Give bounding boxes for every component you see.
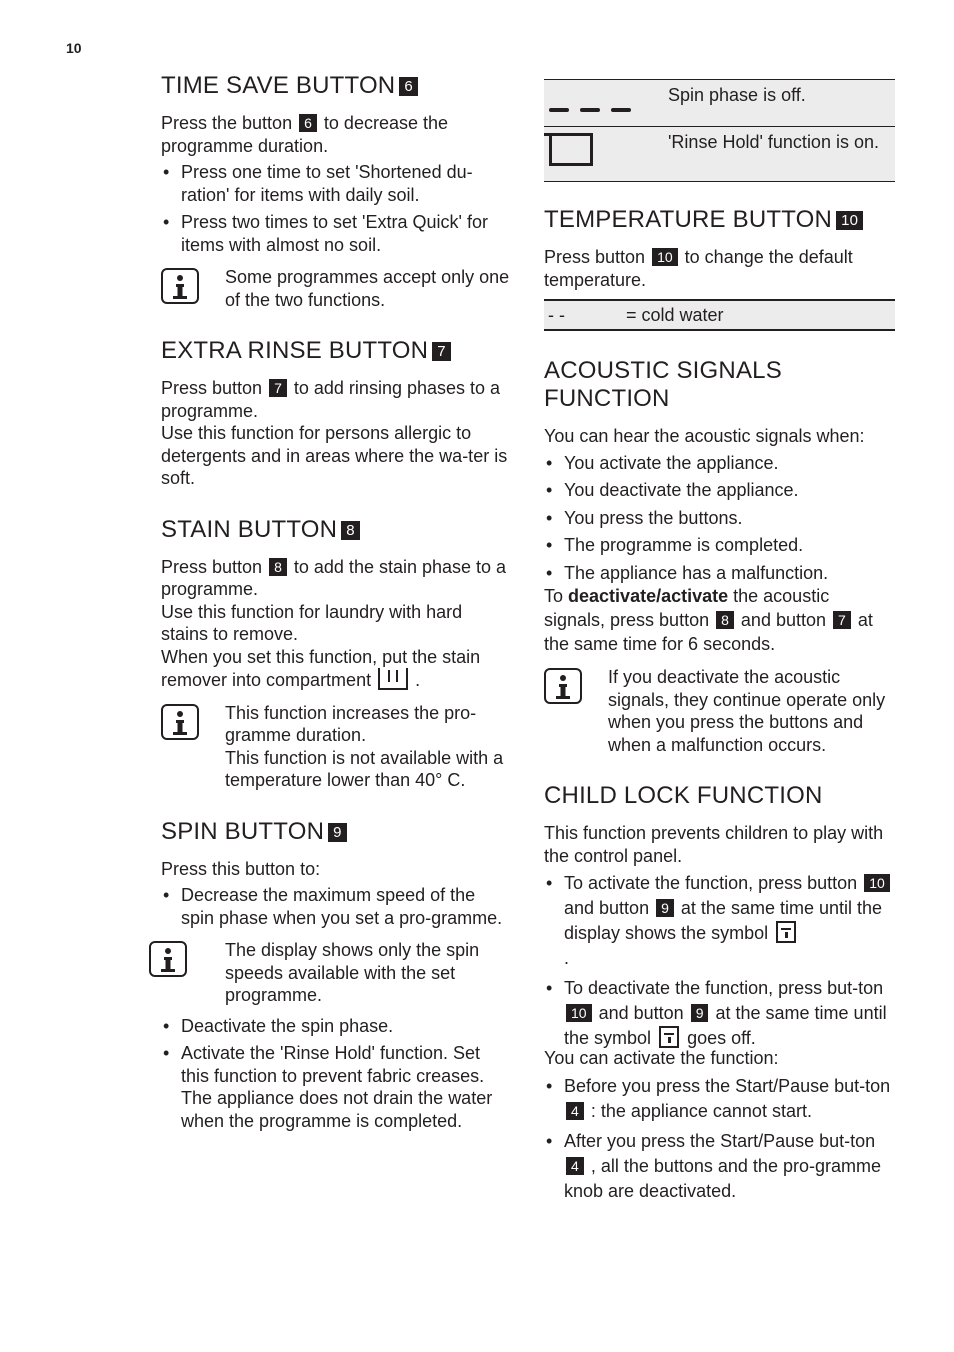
button-number-badge: 10 — [836, 211, 863, 230]
spin-section — [161, 818, 513, 1133]
time-save-section — [161, 72, 513, 311]
button-number-badge: 9 — [328, 823, 347, 842]
info-icon — [544, 668, 582, 704]
list-item: • Deactivate the spin phase. — [161, 1015, 513, 1038]
note-text: The display shows only the spin speeds available with the set programme. — [225, 940, 480, 1005]
list-item: • Press two times to set 'Extra Quick' for items with almost no soil. — [161, 211, 513, 256]
list-item: • The programme is completed. — [544, 534, 895, 557]
spin-symbol-table — [544, 79, 895, 182]
temperature-paragraph: Press button 10 to change the default temperature. — [544, 247, 853, 290]
child-lock-title: CHILD LOCK FUNCTION — [544, 782, 823, 809]
note-text: This function is not available with a temperature lower than 40° C. — [225, 747, 504, 790]
info-icon — [149, 941, 187, 977]
info-icon — [161, 268, 199, 304]
button-number-badge: 10 — [864, 874, 890, 892]
rinse-hold-symbol — [544, 127, 668, 181]
note-text: This function increases the pro-gramme duration. — [225, 702, 477, 745]
button-number-badge: 7 — [833, 611, 851, 629]
list-item: • You activate the appliance. — [544, 452, 895, 475]
button-number-badge: 9 — [656, 899, 674, 917]
button-number-badge: 6 — [399, 77, 418, 96]
list-item: • After you press the Start/Pause but-ton 4 , all the buttons and the pro-gramme knob are deactivated. — [544, 1129, 895, 1204]
info-note — [544, 666, 895, 756]
spin-intro: Press this button to: — [161, 858, 321, 879]
button-number-badge: 6 — [299, 114, 317, 132]
button-number-badge: 4 — [566, 1157, 584, 1175]
button-number-badge: 7 — [432, 342, 451, 361]
list-item: • You press the buttons. — [544, 507, 895, 530]
button-number-badge: 9 — [691, 1004, 709, 1022]
child-lock-section — [544, 782, 895, 1204]
child-lock-can-activate: You can activate the function: — [544, 1048, 779, 1068]
spin-off-symbol — [544, 80, 668, 126]
table-row — [544, 126, 895, 181]
button-number-badge: 4 — [566, 1102, 584, 1120]
button-number-badge: 8 — [269, 558, 287, 576]
stain-paragraph-3: When you set this function, put the stain remover into compartment . — [161, 646, 481, 690]
time-save-list — [161, 161, 513, 256]
stain-paragraph: Press button 8 to add the stain phase to a programme. — [161, 556, 507, 599]
cold-water-symbol: - - — [548, 305, 565, 325]
note-text: If you deactivate the acoustic signals, they continue operate only when you press the buttons and when a malfunction occurs. — [608, 667, 886, 755]
button-number-badge: 10 — [566, 1004, 592, 1022]
info-note — [161, 266, 513, 311]
spin-list — [161, 884, 513, 929]
list-item: • You deactivate the appliance. — [544, 479, 895, 502]
info-note — [161, 702, 513, 792]
list-item: • The appliance has a malfunction. — [544, 562, 895, 585]
stain-compartment-icon — [378, 668, 408, 690]
stain-paragraph-2: Use this function for laundry with hard stains to remove. — [161, 601, 463, 644]
temperature-section — [544, 206, 895, 331]
acoustic-list — [544, 452, 895, 585]
list-item: • Decrease the maximum speed of the spin phase when you set a pro-gramme. — [161, 884, 513, 929]
button-number-badge: 8 — [716, 611, 734, 629]
note-text: Some programmes accept only one of the two functions. — [225, 267, 510, 310]
button-number-badge: 7 — [269, 379, 287, 397]
spin-title: SPIN BUTTON 9 — [161, 818, 513, 846]
info-icon — [161, 704, 199, 740]
right-column — [544, 79, 895, 1209]
time-save-paragraph: Press the button 6 to decrease the programme duration. — [161, 113, 449, 156]
acoustic-title: ACOUSTIC SIGNALS FUNCTION — [544, 357, 782, 412]
child-lock-list — [544, 871, 895, 1051]
list-item: • Press one time to set 'Shortened du-ration' for items with daily soil. — [161, 161, 513, 206]
list-item: • To deactivate the function, press but-ton 10 and button 9 at the same time until the symbol goes off. — [544, 976, 895, 1051]
cold-water-row — [544, 299, 895, 331]
list-item: • To activate the function, press button 10 and button 9 at the same time until the display shows the symbol . — [544, 871, 895, 971]
extra-rinse-paragraph-2: Use this function for persons allergic to detergents and in areas where the wa-ter is soft. — [161, 423, 508, 488]
child-lock-icon — [659, 1026, 679, 1048]
stain-section — [161, 516, 513, 792]
button-number-badge: 8 — [341, 521, 360, 540]
list-item: • Before you press the Start/Pause but-ton 4 : the appliance cannot start. — [544, 1074, 895, 1124]
child-lock-icon — [776, 921, 796, 943]
child-lock-intro: This function prevents children to play with the control panel. — [544, 823, 884, 866]
time-save-title: TIME SAVE BUTTON 6 — [161, 72, 513, 100]
child-lock-list-2 — [544, 1074, 895, 1204]
spin-list-2 — [161, 1015, 513, 1133]
extra-rinse-section — [161, 337, 513, 490]
left-column — [161, 72, 513, 1158]
table-cell: Spin phase is off. — [668, 85, 806, 105]
list-item: • Activate the 'Rinse Hold' function. Set this function to prevent fabric creases. The appliance does not drain the water when the programme is completed. — [161, 1042, 513, 1132]
table-cell: 'Rinse Hold' function is on. — [668, 132, 879, 152]
cold-water-text: = cold water — [626, 305, 724, 325]
acoustic-paragraph: To deactivate/activate the acoustic signals, press button 8 and button 7 at the same time for 6 seconds. — [544, 586, 873, 654]
button-number-badge: 10 — [652, 248, 678, 266]
info-note — [149, 939, 513, 1007]
table-row — [544, 80, 895, 126]
acoustic-section — [544, 357, 895, 756]
extra-rinse-paragraph: Press button 7 to add rinsing phases to a programme. — [161, 378, 501, 421]
acoustic-intro: You can hear the acoustic signals when: — [544, 426, 865, 446]
page-number: 10 — [66, 40, 82, 56]
extra-rinse-title: EXTRA RINSE BUTTON 7 — [161, 337, 513, 365]
temperature-title: TEMPERATURE BUTTON 10 — [544, 206, 895, 234]
stain-title: STAIN BUTTON 8 — [161, 516, 513, 544]
